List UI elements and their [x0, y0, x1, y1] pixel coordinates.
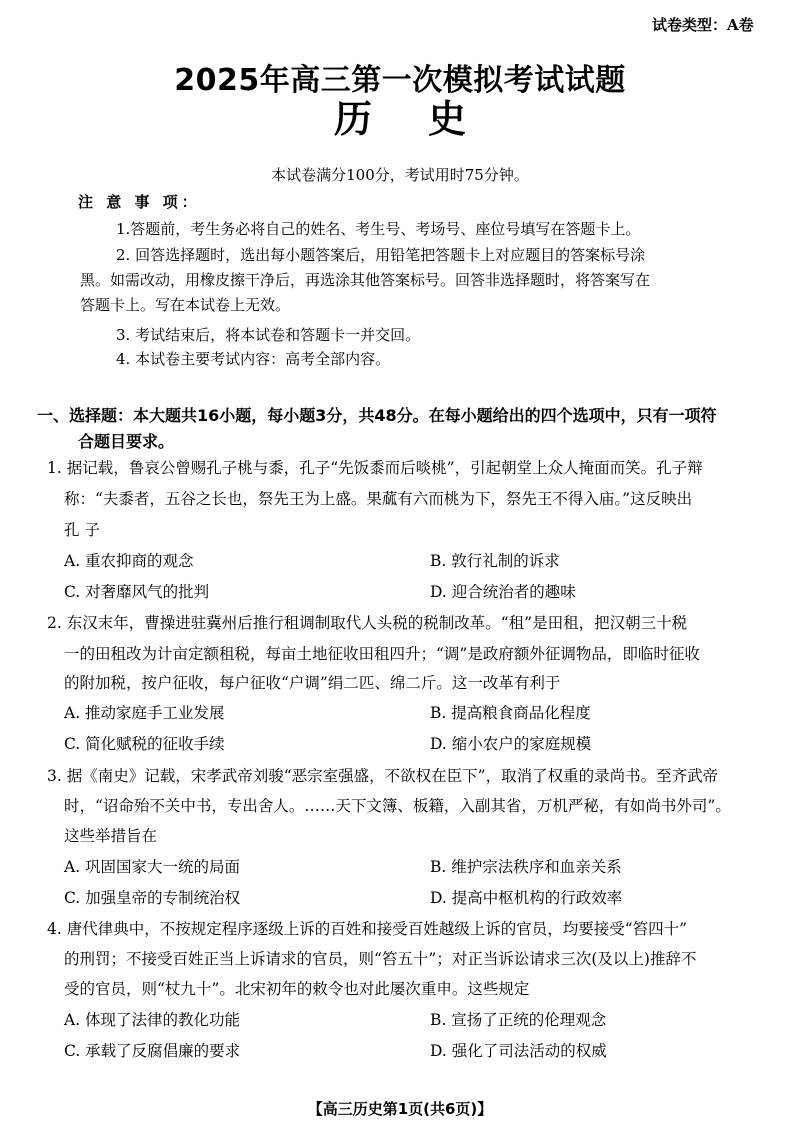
- question-4-option-c[interactable]: C. 承载了反腐倡廉的要求: [64, 1042, 241, 1060]
- question-2-option-b[interactable]: B. 提高粮食商品化程度: [430, 704, 591, 722]
- subject-char-2: 史: [428, 97, 467, 141]
- section-heading-line-2: 合题目要求。: [78, 432, 175, 451]
- question-1-option-d[interactable]: D. 迎合统治者的趣味: [430, 583, 576, 601]
- question-2-option-c[interactable]: C. 简化赋税的征收手续: [64, 735, 225, 753]
- notice-3: 3. 考试结束后，将本试卷和答题卡一并交回。: [116, 326, 421, 344]
- question-1-option-c[interactable]: C. 对奢靡风气的批判: [64, 583, 210, 601]
- question-3-line-3: 这些举措旨在: [64, 827, 158, 845]
- paper-type-label: 试卷类型：A卷: [652, 16, 754, 34]
- section-heading-line-1: 一、选择题：本大题共16小题，每小题3分，共48分。在每小题给出的四个选项中，只有一项符: [37, 406, 717, 425]
- question-1-line-3: 孔 子: [64, 521, 100, 539]
- question-1-line-1: 1. 据记载，鲁哀公曾赐孔子桃与黍，孔子“先饭黍而后啖桃”，引起朝堂上众人掩面而笑。孔子辩: [47, 459, 703, 477]
- question-2-line-2: 一的田租改为计亩定额租税，每亩土地征收田租四升；“调”是政府额外征调物品，即临时征收: [64, 645, 700, 663]
- score-line: 本试卷满分100分，考试用时75分钟。: [271, 166, 529, 184]
- subject-char-1: 历: [333, 97, 372, 141]
- question-2-option-d[interactable]: D. 缩小农户的家庭规模: [430, 735, 592, 753]
- notice-2-line-2: 黑。如需改动，用橡皮擦干净后，再选涂其他答案标号。回答非选择题时，将答案写在: [80, 271, 651, 289]
- question-3-option-b[interactable]: B. 维护宗法秩序和血亲关系: [430, 858, 622, 876]
- question-3-option-c[interactable]: C. 加强皇帝的专制统治权: [64, 889, 241, 907]
- notice-title: 注 意 事 项：: [78, 193, 201, 211]
- question-1-option-b[interactable]: B. 敦行礼制的诉求: [430, 552, 560, 570]
- question-4-option-a[interactable]: A. 体现了法律的教化功能: [64, 1011, 241, 1029]
- question-4-line-3: 受的官员，则“杖九十”。北宋初年的敕令也对此屡次重申。这些规定: [64, 980, 530, 998]
- question-4-line-2: 的刑罚；不接受百姓正当上诉请求的官员，则“笞五十”；对正当诉讼请求三次(及以上)推辞不: [64, 950, 697, 968]
- question-3-line-1: 3. 据《南史》记载，宋孝武帝刘骏“恶宗室强盛，不欲权在臣下”，取消了权重的录尚书。至齐武帝: [47, 767, 719, 785]
- question-1-option-a[interactable]: A. 重农抑商的观念: [64, 552, 194, 570]
- question-3-option-a[interactable]: A. 巩固国家大一统的局面: [64, 858, 241, 876]
- notice-2-line-1: 2. 回答选择题时，选出每小题答案后，用铅笔把答题卡上对应题目的答案标号涂: [116, 246, 646, 264]
- page-footer: 【高三历史第1页(共6页)】: [307, 1100, 493, 1118]
- question-4-option-b[interactable]: B. 宣扬了正统的伦理观念: [430, 1011, 607, 1029]
- question-2-option-a[interactable]: A. 推动家庭手工业发展: [64, 704, 225, 722]
- question-4-option-d[interactable]: D. 强化了司法活动的权威: [430, 1042, 607, 1060]
- notice-1: 1.答题前，考生务必将自己的姓名、考生号、考场号、座位号填写在答题卡上。: [116, 220, 641, 238]
- exam-title: 2025年高三第一次模拟考试试题: [174, 63, 626, 98]
- question-2-line-1: 2. 东汉末年，曹操进驻冀州后推行租调制取代人头税的税制改革。“租”是田租，把汉朝三十税: [47, 614, 688, 632]
- notice-4: 4. 本试卷主要考试内容：高考全部内容。: [116, 350, 391, 368]
- question-4-line-1: 4. 唐代律典中，不按规定程序逐级上诉的百姓和接受百姓越级上诉的官员，均要接受“笞四十”: [47, 920, 688, 938]
- question-3-line-2: 时，“诏命殆不关中书，专出舍人。……天下文簿、板籍，入副其省，万机严秘，有如尚书外司”。: [64, 797, 731, 815]
- question-2-line-3: 的附加税，按户征收，每户征收“户调”绢二匹、绵二斤。这一改革有利于: [64, 674, 561, 692]
- question-3-option-d[interactable]: D. 提高中枢机构的行政效率: [430, 889, 623, 907]
- question-1-line-2: 称：“夫黍者，五谷之长也，祭先王为上盛。果蓏有六而桃为下，祭先王不得入庙。”这反映出: [64, 490, 693, 508]
- notice-2-line-3: 答题卡上。写在本试卷上无效。: [80, 296, 291, 314]
- subject-title: [0, 88, 800, 143]
